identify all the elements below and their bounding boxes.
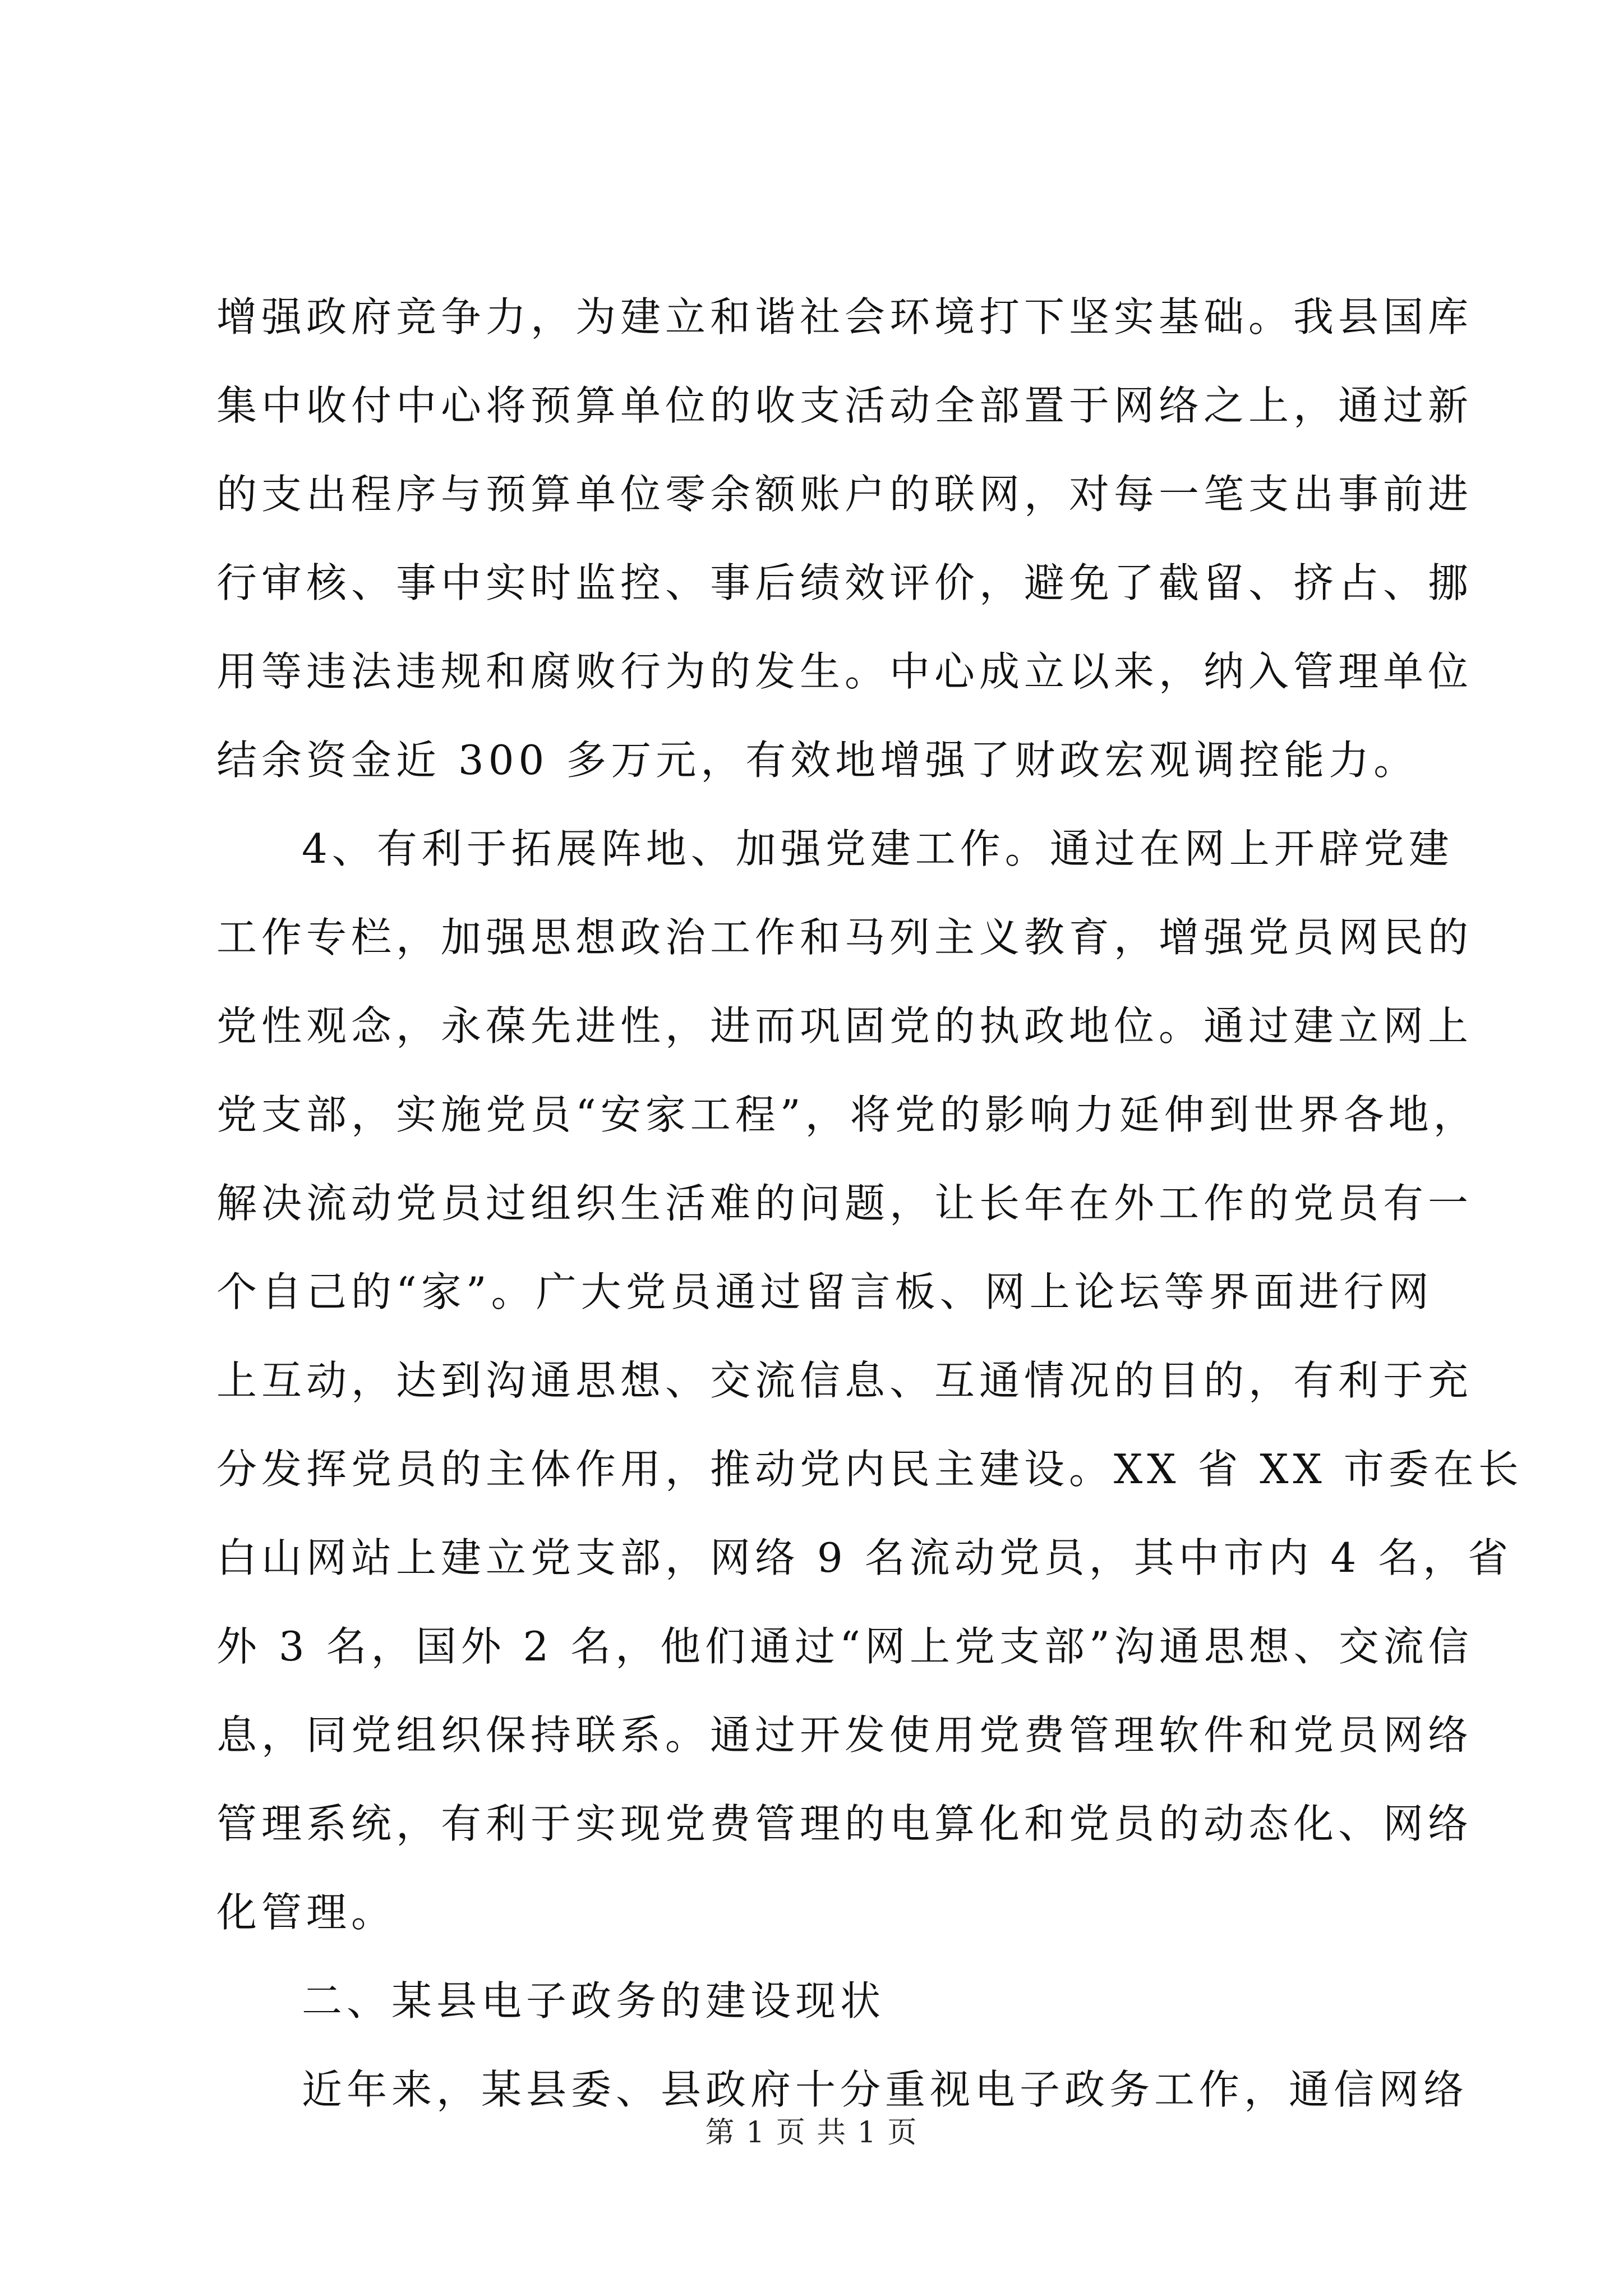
paragraph-line: 近年来，某县委、县政府十分重视电子政务工作，通信网络 bbox=[302, 2066, 1469, 2113]
paragraph-line: 用等违法违规和腐败行为的发生。中心成立以来，纳入管理单位 bbox=[216, 648, 1473, 695]
paragraph-line: 党性观念，永葆先进性，进而巩固党的执政地位。通过建立网上 bbox=[216, 1002, 1473, 1050]
paragraph-line: 外 3 名，国外 2 名，他们通过“网上党支部”沟通思想、交流信 bbox=[216, 1623, 1473, 1670]
paragraph-line: 息，同党组织保持联系。通过开发使用党费管理软件和党员网络 bbox=[216, 1711, 1473, 1759]
paragraph-line: 白山网站上建立党支部，网络 9 名流动党员，其中市内 4 名，省 bbox=[216, 1534, 1513, 1581]
page-footer: 第 1 页 共 1 页 bbox=[705, 2116, 918, 2150]
paragraph-line: 结余资金近 300 多万元，有效地增强了财政宏观调控能力。 bbox=[216, 737, 1419, 784]
paragraph-line: 管理系统，有利于实现党费管理的电算化和党员的动态化、网络 bbox=[216, 1800, 1473, 1847]
paragraph-line: 4、有利于拓展阵地、加强党建工作。通过在网上开辟党建 bbox=[302, 825, 1454, 872]
paragraph-line: 解决流动党员过组织生活难的问题，让长年在外工作的党员有一 bbox=[216, 1180, 1473, 1227]
paragraph-line: 党支部，实施党员“安家工程”，将党的影响力延伸到世界各地， bbox=[216, 1091, 1478, 1138]
paragraph-line: 分发挥党员的主体作用，推动党内民主建设。XX 省 XX 市委在长 bbox=[216, 1446, 1523, 1493]
paragraph-line: 上互动，达到沟通思想、交流信息、互通情况的目的，有利于充 bbox=[216, 1357, 1473, 1404]
paragraph-line: 个自己的“家”。广大党员通过留言板、网上论坛等界面进行网 bbox=[216, 1268, 1433, 1315]
paragraph-line: 的支出程序与预算单位零余额账户的联网，对每一笔支出事前进 bbox=[216, 471, 1473, 518]
paragraph-line: 集中收付中心将预算单位的收支活动全部置于网络之上，通过新 bbox=[216, 382, 1473, 429]
paragraph-line: 化管理。 bbox=[216, 1889, 396, 1936]
paragraph-line: 行审核、事中实时监控、事后绩效评价，避免了截留、挤占、挪 bbox=[216, 559, 1473, 606]
section-heading: 二、某县电子政务的建设现状 bbox=[302, 1977, 886, 2024]
paragraph-line: 增强政府竞争力，为建立和谐社会环境打下坚实基础。我县国库 bbox=[216, 293, 1473, 341]
paragraph-line: 工作专栏，加强思想政治工作和马列主义教育，增强党员网民的 bbox=[216, 914, 1473, 961]
